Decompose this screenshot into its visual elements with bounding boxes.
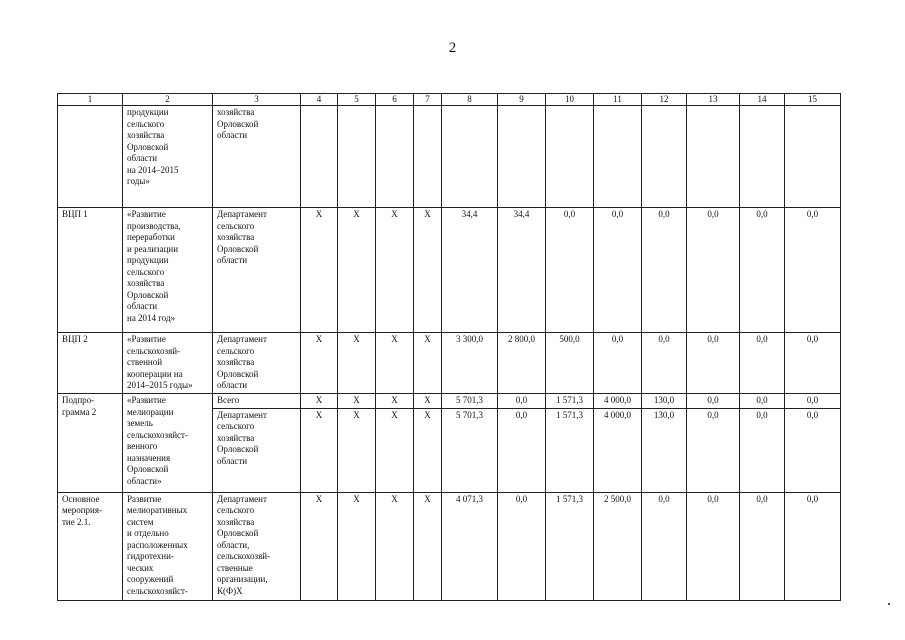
value-cell: 34,4 xyxy=(498,208,546,333)
value-cell: X xyxy=(301,408,338,492)
value-cell: 0,0 xyxy=(687,408,740,492)
value-cell xyxy=(301,106,338,208)
value-cell xyxy=(414,106,442,208)
header-cell: 8 xyxy=(442,94,498,106)
value-cell: X xyxy=(376,208,414,333)
value-cell xyxy=(338,106,376,208)
table-row xyxy=(58,208,841,333)
header-row xyxy=(58,94,841,106)
value-cell: 0,0 xyxy=(740,408,785,492)
header-cell: 6 xyxy=(376,94,414,106)
value-cell: 4 000,0 xyxy=(594,394,642,409)
header-cell: 4 xyxy=(301,94,338,106)
header-cell: 7 xyxy=(414,94,442,106)
value-cell: 3 300,0 xyxy=(442,333,498,394)
value-cell: 5 701,3 xyxy=(442,408,498,492)
value-cell: 0,0 xyxy=(498,408,546,492)
value-cell: 34,4 xyxy=(442,208,498,333)
value-cell: X xyxy=(376,333,414,394)
value-cell: X xyxy=(414,492,442,600)
executor-cell: Департамент сельского хозяйства Орловской области xyxy=(213,333,301,394)
value-cell: 0,0 xyxy=(546,208,594,333)
code-cell: ВЦП 2 xyxy=(58,333,123,394)
value-cell: 0,0 xyxy=(498,492,546,600)
header-cell: 13 xyxy=(687,94,740,106)
value-cell xyxy=(687,106,740,208)
value-cell: 0,0 xyxy=(740,333,785,394)
value-cell: X xyxy=(301,492,338,600)
scan-artifact-dot xyxy=(888,603,890,605)
value-cell: 0,0 xyxy=(785,492,841,600)
value-cell: 1 571,3 xyxy=(546,394,594,409)
code-cell xyxy=(58,106,123,208)
header-cell: 14 xyxy=(740,94,785,106)
value-cell: 5 701,3 xyxy=(442,394,498,409)
value-cell: 4 000,0 xyxy=(594,408,642,492)
value-cell: 0,0 xyxy=(642,333,687,394)
value-cell: X xyxy=(414,333,442,394)
code-cell: ВЦП 1 xyxy=(58,208,123,333)
value-cell xyxy=(594,106,642,208)
table-row xyxy=(58,333,841,394)
value-cell: 0,0 xyxy=(740,208,785,333)
value-cell: 0,0 xyxy=(642,208,687,333)
value-cell: 0,0 xyxy=(740,492,785,600)
value-cell xyxy=(642,106,687,208)
header-cell: 11 xyxy=(594,94,642,106)
executor-cell: хозяйства Орловской области xyxy=(213,106,301,208)
name-cell: Развитие мелиоративных систем и отдельно расположенных гидротехни- ческих сооружений сельскохозяйст- xyxy=(123,492,213,600)
value-cell: 0,0 xyxy=(785,408,841,492)
value-cell: 0,0 xyxy=(687,333,740,394)
program-table xyxy=(57,93,841,601)
value-cell: 1 571,3 xyxy=(546,492,594,600)
value-cell: 0,0 xyxy=(785,394,841,409)
value-cell: X xyxy=(376,492,414,600)
header-cell: 2 xyxy=(123,94,213,106)
value-cell: X xyxy=(376,408,414,492)
header-cell: 1 xyxy=(58,94,123,106)
table-row xyxy=(58,492,841,600)
value-cell xyxy=(546,106,594,208)
value-cell: 2 500,0 xyxy=(594,492,642,600)
value-cell: 130,0 xyxy=(642,394,687,409)
value-cell: X xyxy=(338,394,376,409)
value-cell: 0,0 xyxy=(785,333,841,394)
name-cell: «Развитие производства, переработки и реализации продукции сельского хозяйства Орловской области на 2014 год» xyxy=(123,208,213,333)
value-cell: 500,0 xyxy=(546,333,594,394)
executor-cell: Департамент сельского хозяйства Орловской области xyxy=(213,208,301,333)
value-cell: 0,0 xyxy=(498,394,546,409)
value-cell: X xyxy=(301,394,338,409)
value-cell xyxy=(442,106,498,208)
value-cell: X xyxy=(414,208,442,333)
value-cell: X xyxy=(376,394,414,409)
value-cell: X xyxy=(338,408,376,492)
header-cell: 5 xyxy=(338,94,376,106)
value-cell: 1 571,3 xyxy=(546,408,594,492)
value-cell: 4 071,3 xyxy=(442,492,498,600)
value-cell: 2 800,0 xyxy=(498,333,546,394)
value-cell: 0,0 xyxy=(642,492,687,600)
value-cell: X xyxy=(338,208,376,333)
value-cell: 0,0 xyxy=(785,208,841,333)
table-row xyxy=(58,394,841,409)
name-cell: «Развитие сельскохозяй- ственной кооперации на 2014–2015 годы» xyxy=(123,333,213,394)
value-cell: 0,0 xyxy=(594,208,642,333)
header-cell: 9 xyxy=(498,94,546,106)
header-cell: 12 xyxy=(642,94,687,106)
executor-cell: Департамент сельского хозяйства Орловской области xyxy=(213,408,301,492)
page-number: 2 xyxy=(448,40,457,56)
value-cell: 130,0 xyxy=(642,408,687,492)
table-row xyxy=(58,106,841,208)
executor-cell: Всего xyxy=(213,394,301,409)
name-cell: «Развитие мелиорации земель сельскохозяйст- венного назначения Орловской области» xyxy=(123,394,213,493)
value-cell xyxy=(376,106,414,208)
value-cell: 0,0 xyxy=(594,333,642,394)
value-cell: X xyxy=(338,333,376,394)
value-cell: X xyxy=(414,394,442,409)
header-cell: 10 xyxy=(546,94,594,106)
value-cell: 0,0 xyxy=(687,208,740,333)
name-cell: продукции сельского хозяйства Орловской области на 2014–2015 годы» xyxy=(123,106,213,208)
value-cell: 0,0 xyxy=(740,394,785,409)
value-cell: X xyxy=(338,492,376,600)
value-cell: 0,0 xyxy=(687,394,740,409)
header-cell: 15 xyxy=(785,94,841,106)
value-cell xyxy=(740,106,785,208)
value-cell: X xyxy=(301,208,338,333)
value-cell: 0,0 xyxy=(687,492,740,600)
code-cell: Основное мероприя- тие 2.1. xyxy=(58,492,123,600)
value-cell: X xyxy=(301,333,338,394)
executor-cell: Департамент сельского хозяйства Орловской области, сельскохозяй- ственные организации, К(Ф)Х xyxy=(213,492,301,600)
value-cell xyxy=(498,106,546,208)
value-cell xyxy=(785,106,841,208)
code-cell: Подпро- грамма 2 xyxy=(58,394,123,493)
value-cell: X xyxy=(414,408,442,492)
header-cell: 3 xyxy=(213,94,301,106)
